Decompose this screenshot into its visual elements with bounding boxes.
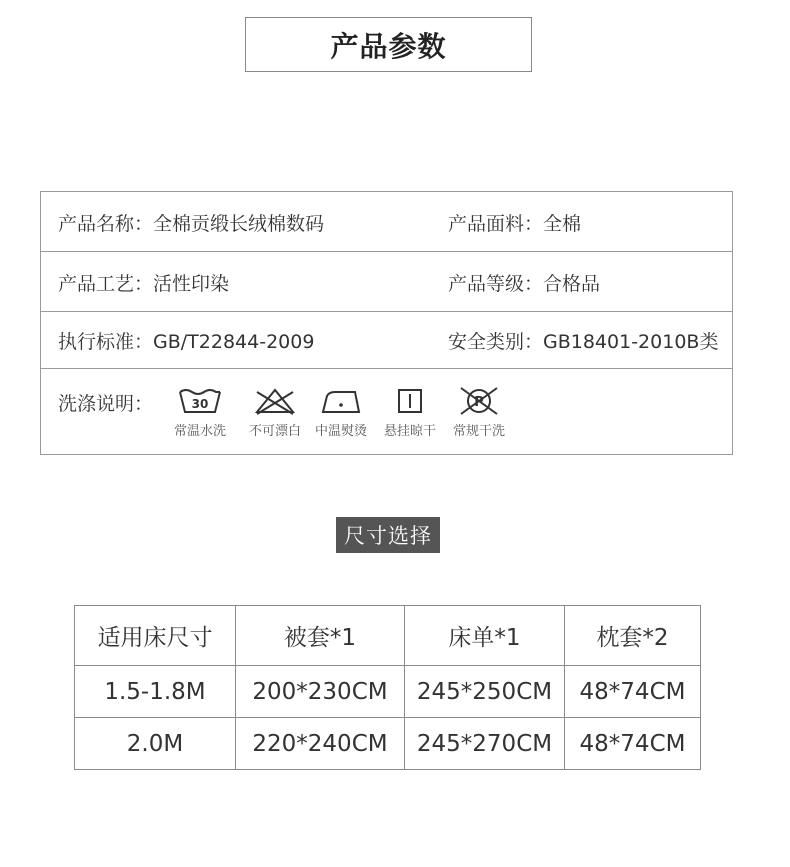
table-cell: 200*230CM bbox=[236, 666, 405, 718]
size-table-header bbox=[75, 606, 701, 666]
wash-caption: 常规干洗 bbox=[452, 424, 505, 439]
wash-30-icon bbox=[176, 384, 224, 418]
wash-item bbox=[308, 384, 374, 439]
wash-item bbox=[242, 384, 308, 439]
wash-item bbox=[377, 384, 443, 439]
product-params-table bbox=[40, 191, 733, 455]
iron-medium-icon bbox=[317, 384, 365, 418]
params-row bbox=[41, 312, 732, 369]
dry-clean-letter: P bbox=[474, 395, 484, 410]
product-fabric: 产品面料：全棉 bbox=[448, 213, 582, 235]
table-cell: 220*240CM bbox=[236, 718, 405, 770]
table-cell: 48*74CM bbox=[565, 718, 701, 770]
product-standard: 执行标准：GB/T22844-2009 bbox=[58, 331, 315, 353]
hang-dry-icon bbox=[386, 384, 434, 418]
wash-item bbox=[446, 384, 512, 439]
table-cell: 245*270CM bbox=[405, 718, 565, 770]
size-table bbox=[74, 605, 701, 770]
wash-item bbox=[167, 384, 233, 439]
wash-caption: 常温水洗 bbox=[173, 424, 226, 439]
wash-caption: 不可漂白 bbox=[248, 424, 301, 439]
params-row bbox=[41, 252, 732, 312]
dry-clean-icon bbox=[455, 384, 503, 418]
header-cell: 适用床尺寸 bbox=[75, 606, 236, 666]
header-cell: 枕套*2 bbox=[565, 606, 701, 666]
size-section-title: 尺寸选择 bbox=[336, 517, 440, 553]
table-cell: 245*250CM bbox=[405, 666, 565, 718]
table-row bbox=[75, 666, 701, 718]
product-safety: 安全类别：GB18401-2010B类 bbox=[448, 331, 719, 353]
header-cell: 床单*1 bbox=[405, 606, 565, 666]
product-name: 产品名称：全棉贡缎长绒棉数码 bbox=[58, 213, 325, 235]
table-cell: 48*74CM bbox=[565, 666, 701, 718]
product-grade: 产品等级：合格品 bbox=[448, 273, 601, 295]
product-craft: 产品工艺：活性印染 bbox=[58, 273, 230, 295]
washing-label: 洗涤说明： bbox=[58, 393, 154, 415]
wash-caption: 悬挂晾干 bbox=[383, 424, 436, 439]
table-cell: 1.5-1.8M bbox=[75, 666, 236, 718]
header-cell: 被套*1 bbox=[236, 606, 405, 666]
params-row bbox=[41, 192, 732, 252]
wash-caption: 中温熨烫 bbox=[314, 424, 367, 439]
wash-temp-text: 30 bbox=[191, 397, 209, 411]
no-bleach-icon bbox=[251, 384, 299, 418]
table-row bbox=[75, 718, 701, 770]
table-cell: 2.0M bbox=[75, 718, 236, 770]
page-title: 产品参数 bbox=[245, 17, 532, 72]
washing-row bbox=[41, 369, 732, 455]
